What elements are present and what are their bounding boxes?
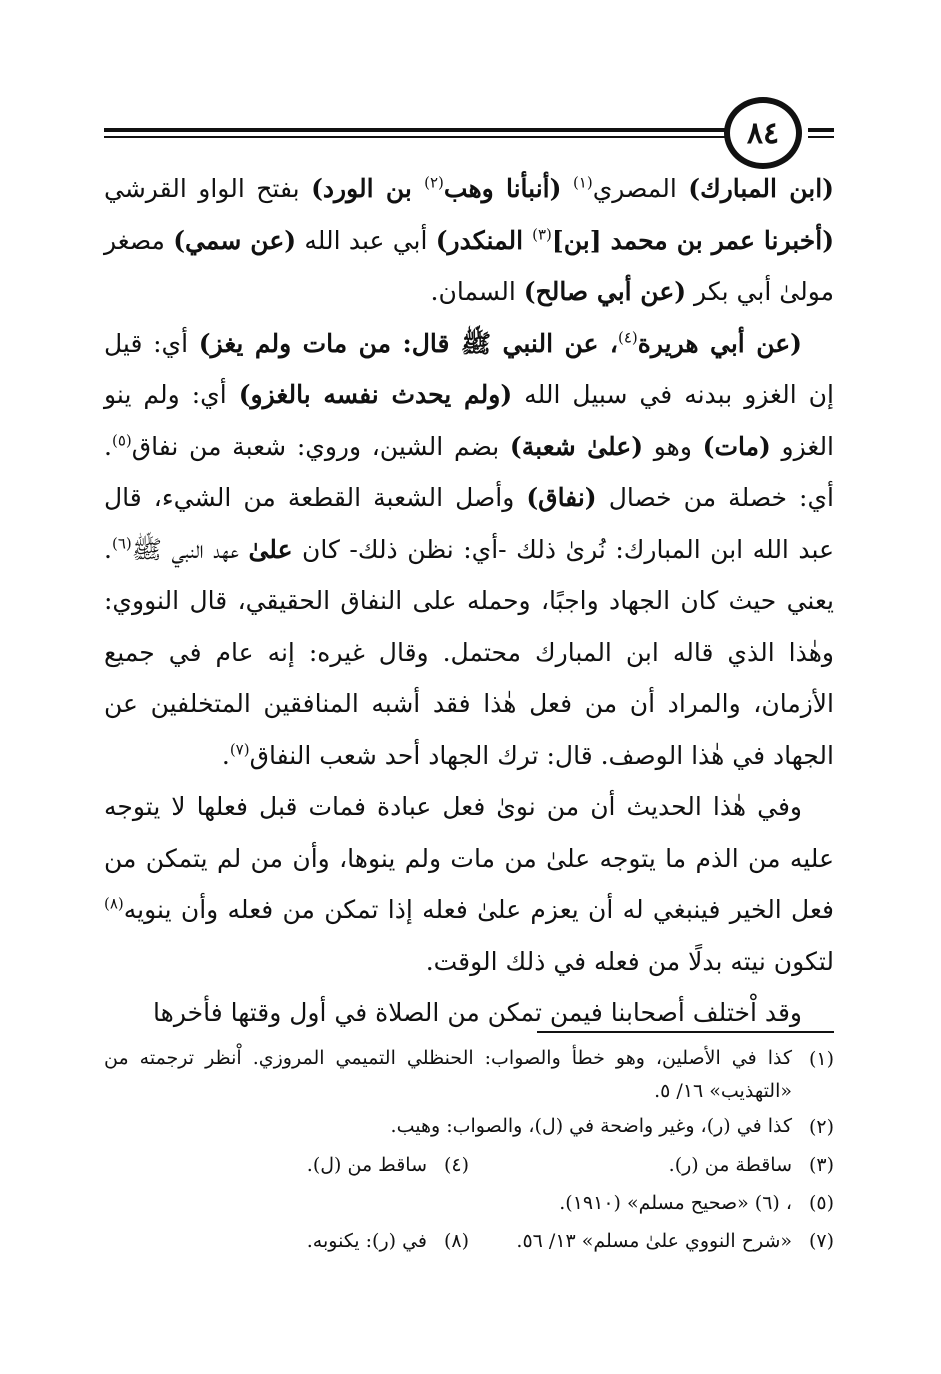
footnote-3	[469, 1146, 834, 1184]
footnote-ref: (٦)	[111, 534, 132, 553]
bold-segment: (عن أبي هريرة	[637, 328, 802, 358]
footnote-number: (٣)	[808, 1154, 834, 1176]
footnote-text: كذا في (ر)، وغير واضحة في (ل)، والصواب: وهيب.	[390, 1115, 792, 1137]
footnote-ref: (٨)	[104, 894, 124, 913]
header-rule-right-thick	[808, 128, 834, 132]
footnotes	[104, 1040, 834, 1260]
text-segment: وقد اْختلف أصحابنا فيمن تمكن من الصلاة في أول وقتها فأخرها	[153, 998, 802, 1027]
paragraph-2	[104, 318, 834, 782]
footnote-row-3-4	[104, 1146, 834, 1184]
paragraph-3	[104, 781, 834, 987]
footnote-number: (٢)	[808, 1116, 834, 1138]
text-segment: وأصل الشعبة القطعة من الشيء، قال عبد الله ابن المبارك: نُرىٰ ذلك -أي: نظن ذلك- كان	[104, 483, 834, 564]
bold-segment: (نفاق)	[526, 483, 597, 512]
bold-segment: (أنبأنا وهب	[443, 174, 562, 203]
text-segment: أي: قيل إن الغزو ببدنه في سبيل الله	[104, 328, 834, 409]
page-number: ٨٤	[724, 97, 802, 169]
footnote-text: ساقط من (ل).	[306, 1154, 427, 1176]
bold-segment: بن الورد)	[311, 174, 425, 203]
text-segment: وهو	[643, 431, 703, 461]
footnote-ref: (١)	[572, 173, 593, 192]
text-segment: السمان.	[430, 277, 524, 306]
text-segment: .	[221, 740, 230, 770]
text-segment: عهد النبي ﷺ	[131, 534, 249, 564]
bold-segment: ، عن النبي ﷺ قال: من مات ولم يغز)	[198, 328, 618, 358]
bold-segment: (ولم يحدث نفسه بالغزو)	[238, 380, 513, 409]
footnote-number: (١)	[808, 1048, 834, 1070]
header-rule-thin	[104, 136, 728, 138]
paragraph-1	[104, 163, 834, 318]
footnote-1	[104, 1040, 834, 1108]
footnote-text: في (ر): يكنوبه.	[306, 1230, 427, 1252]
bold-segment: (عن سمي)	[173, 225, 297, 255]
header-rule-right-thin	[808, 136, 834, 138]
bold-segment: (عن أبي صالح)	[523, 277, 687, 306]
footnote-text: «شرح النووي علىٰ مسلم» ١٣/ ٥٦.	[516, 1230, 792, 1252]
footnote-ref: (٧)	[229, 740, 250, 759]
text-segment: . يعني حيث كان الجهاد واجبًا، وحمله على النفاق الحقيقي، قال النووي: وهٰذا الذي قاله ابن المبارك محتمل. وقال غيره: إنه عام في جميع الأزمان، والمراد أن من فعل هٰذا فقد أشبه المنافقين المتخلفين عن الجهاد في هٰذا الوصف. قال: ترك الجهاد أحد شعب النفاق	[104, 534, 834, 770]
footnote-5	[104, 1184, 834, 1222]
footnote-ref: (٢)	[424, 173, 444, 192]
text-segment: مصغر مولىٰ أبي بكر	[104, 225, 834, 306]
footnote-ref: (٣)	[532, 225, 552, 244]
text-segment: وفي هٰذا الحديث أن من نوىٰ فعل عبادة فمات قبل فعلها لا يتوجه عليه من الذم ما يتوجه علىٰ من مات ولم ينوها، وأن من لم يتمكن من فعل الخير فينبغي له أن يعزم علىٰ فعله إذا تمكن من فعله وأن ينويه	[104, 792, 834, 924]
footnote-number: (٧)	[808, 1230, 834, 1252]
footnote-2	[104, 1108, 834, 1146]
footnote-divider	[537, 1031, 834, 1033]
bold-segment: (علىٰ شعبة)	[509, 431, 644, 461]
text-segment: بضم الشين، وروي: شعبة من نفاق	[131, 431, 510, 461]
bold-segment: (ابن المبارك)	[688, 174, 834, 203]
bold-segment: (أخبرنا عمر بن محمد [بن]	[551, 225, 835, 255]
footnote-8	[104, 1222, 469, 1260]
footnote-ref: (٥)	[111, 431, 132, 450]
bold-segment: المنكدر)	[435, 225, 533, 255]
bold-segment: (مات)	[702, 431, 771, 461]
text-segment: بفتح الواو القرشي	[104, 174, 312, 203]
text-segment: أي: ولم ينو الغزو	[104, 380, 835, 461]
footnote-text: ساقطة من (ر).	[668, 1154, 792, 1176]
footnote-4	[104, 1146, 469, 1184]
text-segment: المصري	[592, 174, 689, 203]
footnote-number: (٨)	[443, 1230, 469, 1252]
footnote-text: كذا في الأصلين، وهو خطأ والصواب: الحنظلي التميمي المروزي. اْنظر ترجمته من «التهذيب» ١٦/ ٥.	[104, 1047, 792, 1102]
header-rule-thick	[104, 128, 728, 132]
footnote-number: (٤)	[443, 1154, 469, 1176]
text-segment: أبي عبد الله	[296, 225, 436, 255]
footnote-number: (٥)	[808, 1192, 834, 1214]
text-segment	[561, 174, 573, 203]
footnote-text: ، (٦) «صحيح مسلم» (١٩١٠).	[559, 1192, 792, 1214]
page-header	[0, 0, 941, 170]
footnote-ref: (٤)	[617, 328, 638, 347]
footnote-7	[469, 1222, 834, 1260]
main-text	[104, 163, 834, 1039]
bold-segment: علىٰ	[248, 534, 293, 564]
text-segment: لتكون نيته بدلًا من فعله في ذلك الوقت.	[425, 946, 834, 976]
footnote-row-7-8	[104, 1222, 834, 1260]
text-segment: . أي: خصلة من خصال	[104, 431, 834, 512]
